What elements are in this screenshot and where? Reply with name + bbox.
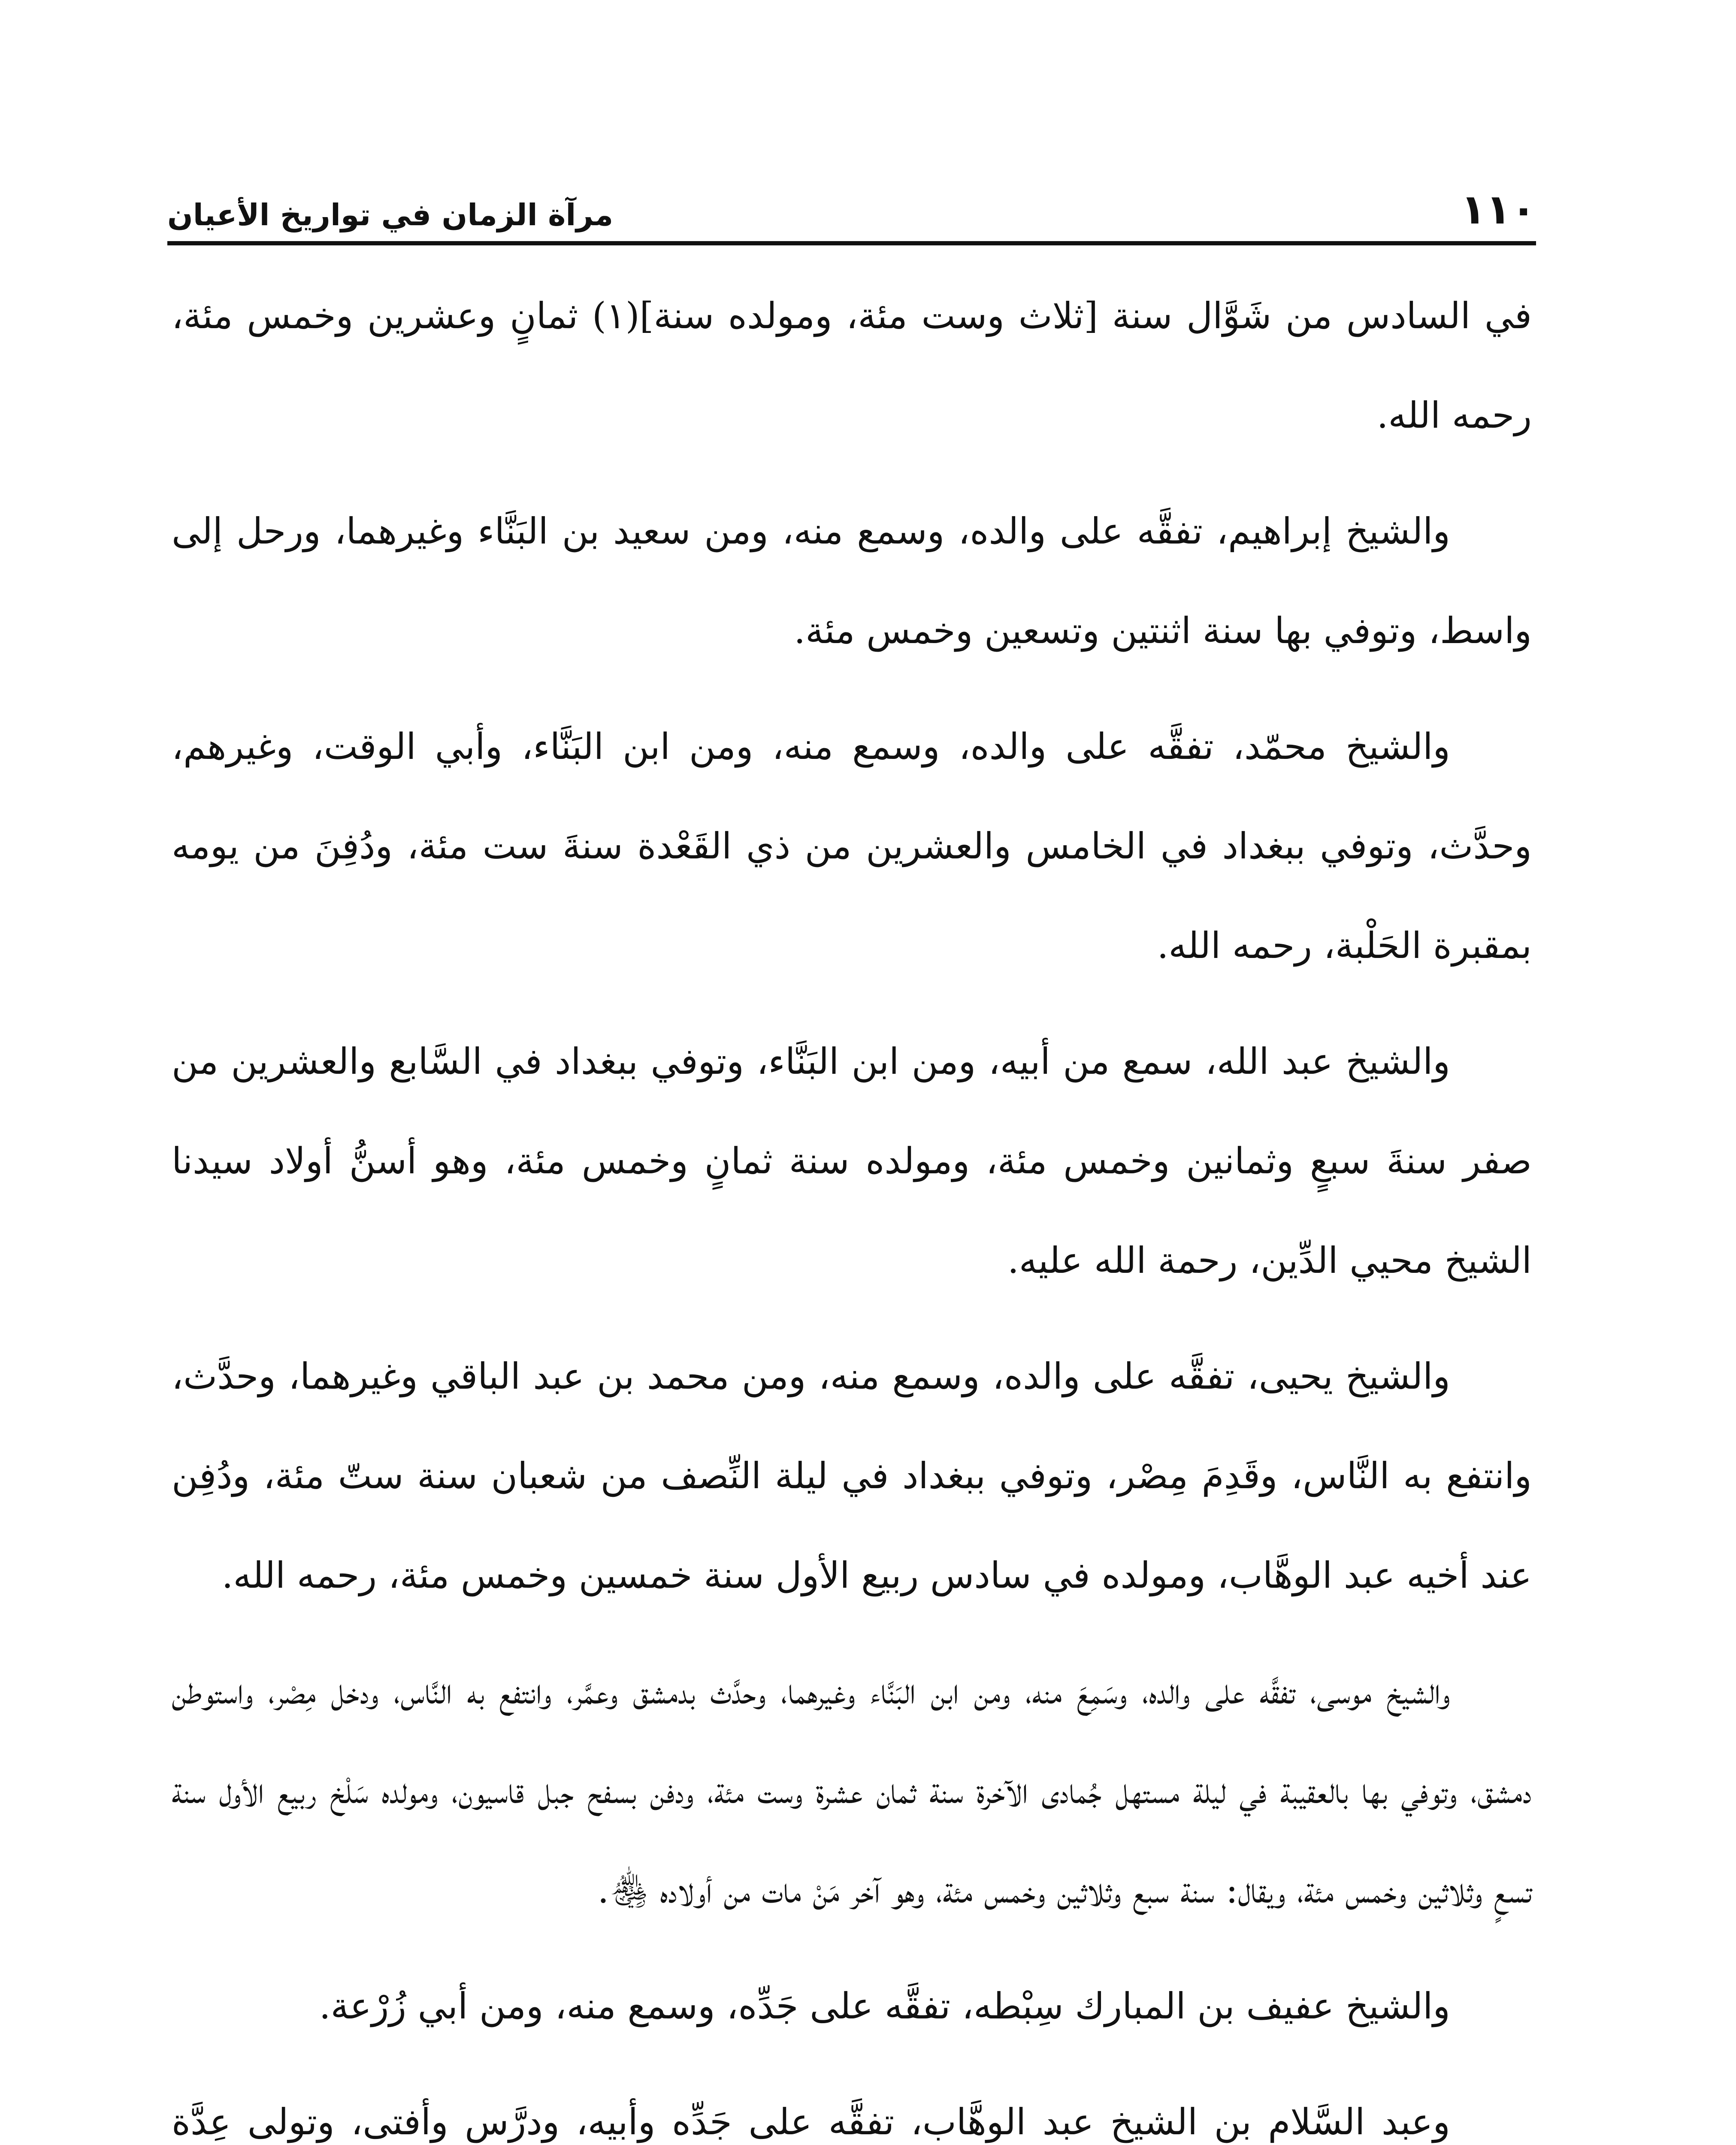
running-title: مرآة الزمان في تواريخ الأعيان — [167, 197, 614, 233]
paragraph: والشيخ عبد الله، سمع من أبيه، ومن ابن البَنَّاء، وتوفي ببغداد في السَّابع والعشرين من صفر سنةَ سبعٍ وثمانين وخمس مئة، ومولده سنة ثمانٍ وخمس مئة، وهو أسنُّ أولاد سيدنا الشيخ محيي الدِّين، رحمة الله عليه. — [172, 1040, 1532, 1281]
header-rule — [167, 241, 1536, 245]
paragraph: وعبد السَّلام بن الشيخ عبد الوهَّاب، تفقَّه على جَدِّه وأبيه، ودرَّس وأفتى، وتولى عِدَّة — [172, 2101, 1450, 2143]
page-header — [167, 180, 1536, 240]
paragraph: والشيخ عفيف بن المبارك سِبْطه، تفقَّه على جَدِّه، وسمع منه، ومن أبي زُرْعة. — [319, 1985, 1450, 2027]
paragraph: والشيخ محمّد، تفقَّه على والده، وسمع منه، ومن ابن البَنَّاء، وأبي الوقت، وغيرهم، وحدَّث، وتوفي ببغداد في الخامس والعشرين من ذي القَعْدة سنةَ ست مئة، ودُفِنَ من يومه بمقبرة الحَلْبة، رحمه الله. — [172, 725, 1532, 967]
page-number: ١١٠ — [1461, 185, 1536, 233]
paragraph: والشيخ موسى، تفقَّه على والده، وسَمِعَ منه، ومن ابن البَنَّاء وغيرهما، وحدَّث بدمشق وعمَّر، وانتفع به النَّاس، ودخل مِصْر، واستوطن دمشق، وتوفي بها بالعقيبة في ليلة مستهل جُمادى الآخرة سنة ثمان عشرة وست مئة، ودفن بسفح جبل قاسيون، ومولده سَلْخ ربيع الأول سنة تسعٍ وثلاثين وخمس مئة، ويقال: سنة سبع وثلاثين وخمس مئة، وهو آخر مَنْ مات من أولاده ﵃. — [172, 1670, 1532, 1911]
paragraph: والشيخ يحيى، تفقَّه على والده، وسمع منه، ومن محمد بن عبد الباقي وغيرهما، وحدَّث، وانتفع به النَّاس، وقَدِمَ مِصْر، وتوفي ببغداد في ليلة النِّصف من شعبان سنة ستّ مئة، ودُفِن عند أخيه عبد الوهَّاب، ومولده في سادس ربيع الأول سنة خمسين وخمس مئة، رحمه الله. — [172, 1355, 1532, 1596]
paragraph: والشيخ إبراهيم، تفقَّه على والده، وسمع منه، ومن سعيد بن البَنَّاء وغيرهما، ورحل إلى واسط، وتوفي بها سنة اثنتين وتسعين وخمس مئة. — [172, 510, 1532, 652]
paragraph: في السادس من شَوَّال سنة [ثلاث وست مئة، ومولده سنة](١) ثمانٍ وعشرين وخمس مئة، رحمه الله. — [172, 295, 1532, 436]
main-text — [172, 266, 1532, 2145]
